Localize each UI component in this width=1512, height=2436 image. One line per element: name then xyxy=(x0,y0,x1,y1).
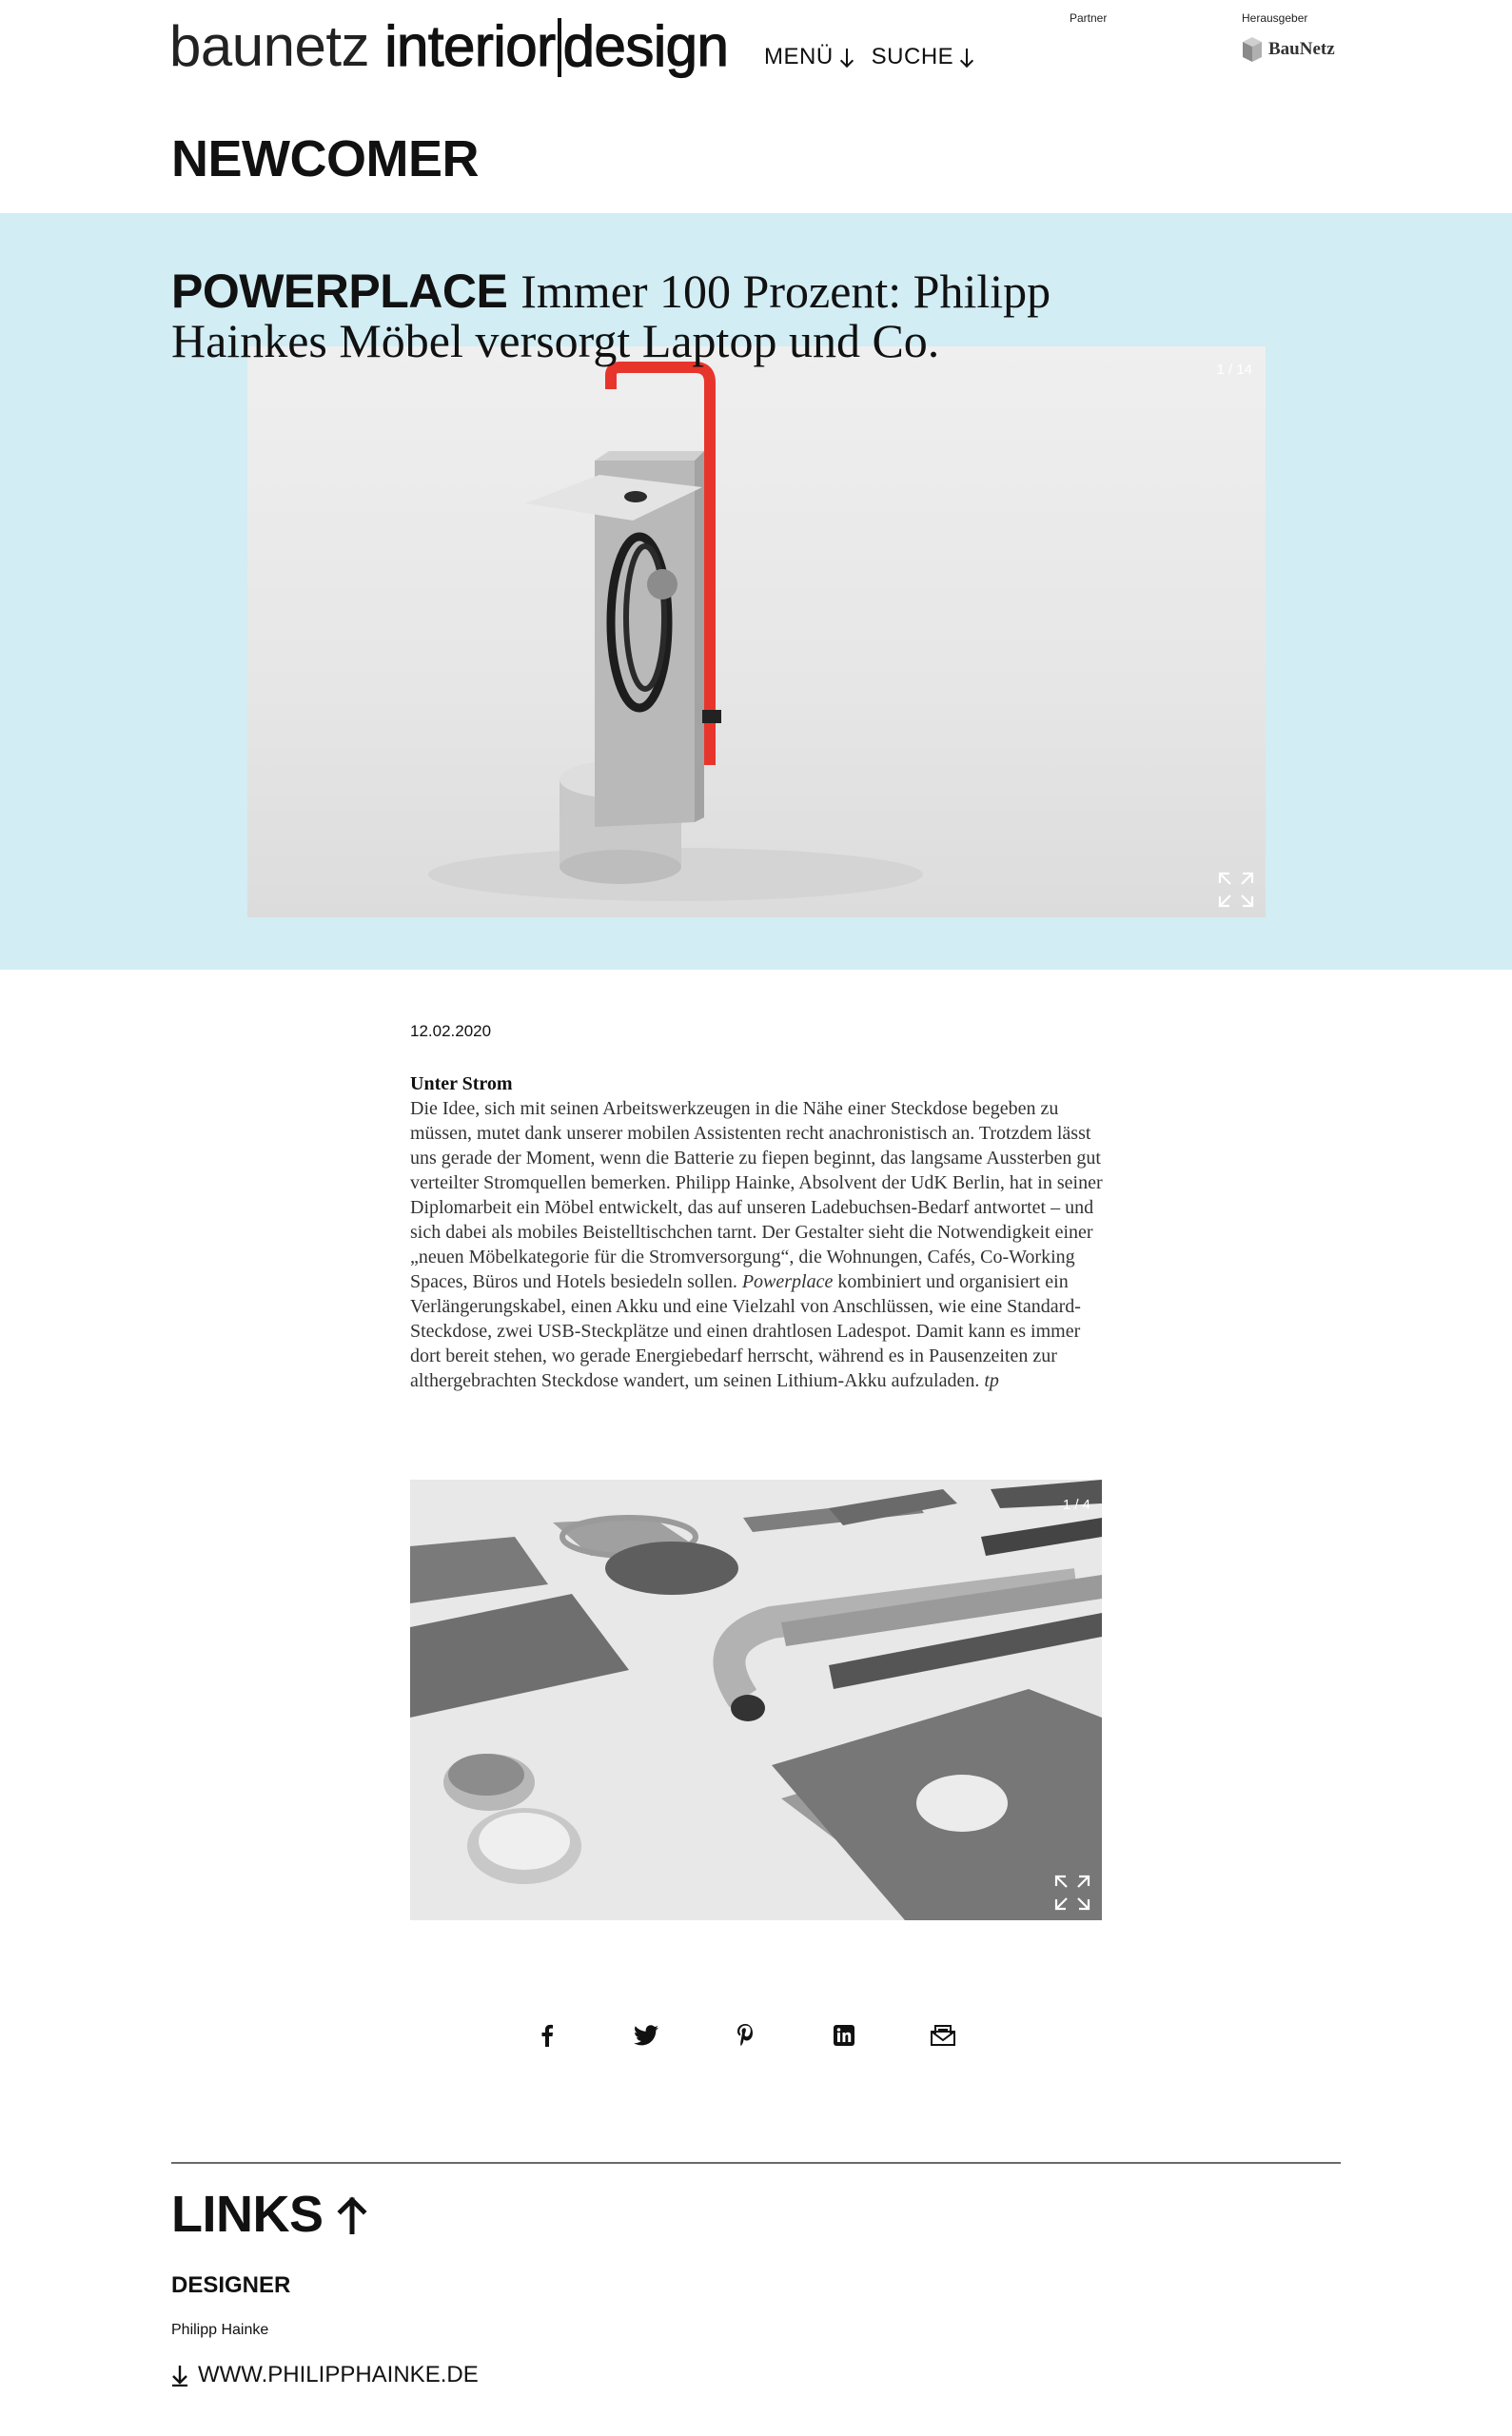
links-heading xyxy=(171,2185,367,2244)
logo-baunetz: baunetz xyxy=(169,14,370,78)
expand-icon[interactable] xyxy=(1218,872,1254,908)
menu-label: MENÜ xyxy=(764,44,834,69)
hero-section xyxy=(0,213,1512,970)
menu-button[interactable] xyxy=(764,44,854,70)
share-twitter-button[interactable] xyxy=(632,2021,660,2050)
powerplace-photo xyxy=(247,346,1266,917)
headline-title: Immer 100 Prozent: Philipp Hainkes Möbel versorgt Laptop und Co. xyxy=(171,265,1051,367)
pinterest-icon xyxy=(736,2024,754,2047)
search-label: SUCHE xyxy=(871,44,954,69)
linkedin-icon xyxy=(834,2025,854,2046)
article-product-name: Powerplace xyxy=(741,1271,834,1292)
gallery-image[interactable] xyxy=(410,1480,1102,1920)
links-heading-label: LINKS xyxy=(171,2186,324,2243)
baunetz-logo-text: BauNetz xyxy=(1268,39,1335,59)
share-linkedin-button[interactable] xyxy=(830,2021,858,2050)
publisher-label: Herausgeber xyxy=(1242,11,1308,25)
hero-image[interactable] xyxy=(247,346,1266,917)
baunetz-logo[interactable] xyxy=(1242,36,1335,63)
headline-kicker: POWERPLACE xyxy=(171,265,508,318)
hero-slide-counter: 1 / 14 xyxy=(1216,362,1252,378)
arrow-down-icon xyxy=(959,47,974,68)
main-nav xyxy=(764,44,974,70)
designer-name: Philipp Hainke xyxy=(171,2322,269,2338)
designer-heading: DESIGNER xyxy=(171,2272,291,2298)
section-title: NEWCOMER xyxy=(171,130,479,187)
logo-design: design xyxy=(562,14,729,78)
article-text-1: Die Idee, sich mit seinen Arbeitswerkzeugen in die Nähe einer Steckdose begeben zu müssen, mutet dank unserer mobilen Assistenten recht anachronistisch an. Trotzdem lässt uns gerade der Moment, wenn die Batterie zu fiepen beginnt, das langsame Aussterben gut verteilter Stromquellen bemerken. Philipp Hainke, Absolvent der UdK Berlin, hat in seiner Diplomarbeit ein Möbel entwickelt, das auf unseren Ladebuchsen-Bedarf antwortet – und sich dabei als mobiles Beistelltischchen tarnt. Der Gestalter sieht die Notwendigkeit einer „neuen Möbelkategorie für die Stromversorgung“, die Wohnungen, Cafés, Co-Working Spaces, Büros und Hotels besiedeln sollen. xyxy=(410,1098,1103,1292)
facebook-icon xyxy=(540,2024,554,2047)
twitter-icon xyxy=(634,2025,658,2046)
share-bar xyxy=(533,2021,957,2050)
article-author: tp xyxy=(984,1370,999,1391)
mail-icon xyxy=(930,2024,956,2047)
arrow-down-icon xyxy=(171,2364,188,2387)
site-logo[interactable] xyxy=(169,13,728,80)
article-headline xyxy=(171,266,1123,365)
arrow-up-icon xyxy=(337,2194,367,2234)
arrow-down-icon xyxy=(839,47,854,68)
links-divider xyxy=(171,2162,1341,2164)
partner-label: Partner xyxy=(1070,11,1108,25)
cube-icon xyxy=(1242,36,1263,63)
article-body xyxy=(410,1071,1105,1393)
logo-interior: interior xyxy=(384,14,556,78)
gallery-slide-counter: 1 / 4 xyxy=(1062,1497,1090,1513)
parts-photo xyxy=(410,1480,1102,1920)
site-header xyxy=(0,0,1512,95)
designer-website-link[interactable] xyxy=(171,2362,479,2388)
article-subheading: Unter Strom xyxy=(410,1073,513,1094)
logo-divider xyxy=(558,18,561,77)
share-pinterest-button[interactable] xyxy=(731,2021,759,2050)
article-date: 12.02.2020 xyxy=(410,1022,492,1040)
article-text-2: kombiniert und organisiert ein Verlängerungskabel, einen Akku und eine Vielzahl von Anschlüssen, wie eine Standard-Steckdose, zwei USB-Steckplätze und einen drahtlosen Ladespot. Damit kann es immer dort bereit stehen, wo gerade Energiebedarf herrscht, während es in Pausenzeiten zur althergebrachten Steckdose wandert, um seinen Lithium-Akku aufzuladen. xyxy=(410,1271,1081,1391)
designer-website-label: WWW.PHILIPPHAINKE.DE xyxy=(198,2362,479,2387)
share-mail-button[interactable] xyxy=(929,2021,957,2050)
expand-icon[interactable] xyxy=(1054,1875,1090,1911)
share-facebook-button[interactable] xyxy=(533,2021,561,2050)
search-button[interactable] xyxy=(872,44,975,70)
